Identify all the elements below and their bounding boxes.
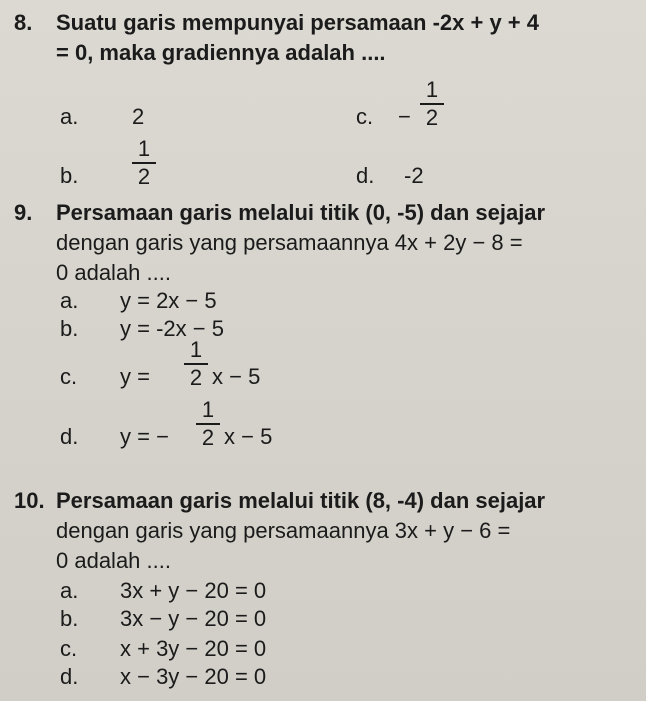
q9-option-c-suffix: x − 5 bbox=[212, 364, 261, 389]
q9-option-a-label: a. bbox=[60, 288, 79, 313]
q9-option-c-fraction bbox=[184, 338, 208, 390]
q9-option-d-label: d. bbox=[60, 424, 79, 449]
q10-stem-line1: Persamaan garis melalui titik (8, -4) dan sejajar bbox=[56, 488, 546, 513]
q10-option-d-value: x − 3y − 20 = 0 bbox=[120, 664, 267, 689]
q9-d-numerator: 1 bbox=[201, 397, 215, 422]
q10-option-c-value: x + 3y − 20 = 0 bbox=[120, 636, 267, 661]
q9-number: 9. bbox=[14, 200, 33, 225]
q9-option-c-prefix: y = bbox=[120, 364, 150, 389]
q8-option-c-sign: − bbox=[398, 104, 411, 129]
q8-b-numerator: 1 bbox=[137, 136, 151, 161]
q8-option-a-label: a. bbox=[60, 104, 79, 129]
q8-option-c-label: c. bbox=[356, 104, 374, 129]
q9-c-denominator: 2 bbox=[189, 365, 203, 390]
q10-option-a-label: a. bbox=[60, 578, 79, 603]
q9-option-c-label: c. bbox=[60, 364, 78, 389]
q8-option-d-label: d. bbox=[356, 163, 375, 188]
q9-stem-line1: Persamaan garis melalui titik (0, -5) dan sejajar bbox=[56, 200, 546, 225]
q9-c-numerator: 1 bbox=[189, 337, 203, 362]
q9-option-b-label: b. bbox=[60, 316, 79, 341]
q8-option-b-fraction bbox=[132, 137, 156, 189]
q9-option-d-fraction bbox=[196, 398, 220, 450]
q8-stem-line2: = 0, maka gradiennya adalah .... bbox=[56, 40, 386, 65]
q10-stem-line2: dengan garis yang persamaannya 3x + y − 6 = bbox=[56, 518, 511, 543]
q8-stem-line1: Suatu garis mempunyai persamaan -2x + y + 4 bbox=[56, 10, 539, 35]
q8-number: 8. bbox=[14, 10, 33, 35]
q10-option-c-label: c. bbox=[60, 636, 78, 661]
q8-c-numerator: 1 bbox=[425, 77, 439, 102]
q8-option-a-value: 2 bbox=[132, 104, 145, 129]
q9-option-d-suffix: x − 5 bbox=[224, 424, 273, 449]
q10-option-b-value: 3x − y − 20 = 0 bbox=[120, 606, 267, 631]
q9-d-denominator: 2 bbox=[201, 425, 215, 450]
q9-option-a-value: y = 2x − 5 bbox=[120, 288, 217, 313]
q8-option-b-label: b. bbox=[60, 163, 79, 188]
q8-c-denominator: 2 bbox=[425, 105, 439, 130]
q8-option-c-fraction bbox=[420, 78, 444, 130]
q8-option-d-value: -2 bbox=[404, 163, 424, 188]
q10-number: 10. bbox=[14, 488, 45, 513]
q10-option-b-label: b. bbox=[60, 606, 79, 631]
q8-b-denominator: 2 bbox=[137, 164, 151, 189]
q10-stem-line3: 0 adalah .... bbox=[56, 548, 171, 573]
q10-option-a-value: 3x + y − 20 = 0 bbox=[120, 578, 267, 603]
q9-option-b-value: y = -2x − 5 bbox=[120, 316, 224, 341]
q9-stem-line2: dengan garis yang persamaannya 4x + 2y − 8 = bbox=[56, 230, 523, 255]
q9-stem-line3: 0 adalah .... bbox=[56, 260, 171, 285]
q10-option-d-label: d. bbox=[60, 664, 79, 689]
q9-option-d-prefix: y = − bbox=[120, 424, 169, 449]
